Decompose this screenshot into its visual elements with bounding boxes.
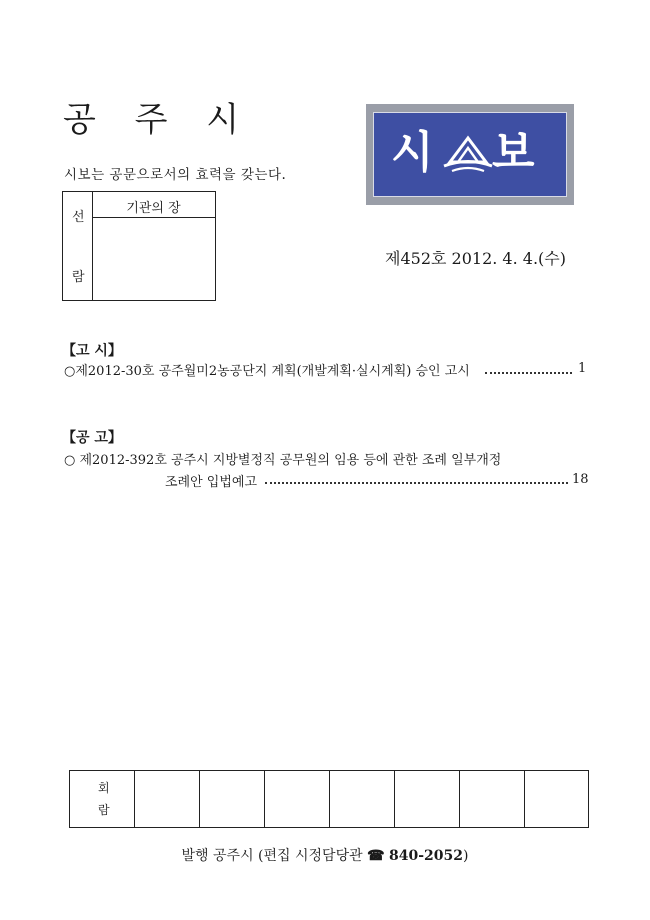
toc-entry-notice: ○제2012-30호 공주월미2농공단지 계획(개발계획·실시계획) 승인 고시	[64, 364, 470, 379]
review-label-top: 선	[72, 210, 85, 225]
toc-entry-announcement: ○ 제2012-392호 공주시 지방별정직 공무원의 임용 등에 관한 조례 일부개정	[64, 453, 502, 468]
sibo-logo-panel	[373, 112, 567, 197]
gazette-subtitle: 시보는 공문으로서의 효력을 갖는다.	[64, 167, 287, 183]
toc-leader-dots	[485, 372, 572, 374]
review-label-bottom: 람	[72, 270, 85, 285]
circulation-cell-divider	[134, 771, 135, 827]
city-title: 공 주 시	[63, 100, 254, 140]
circulation-label-top: 회	[98, 781, 110, 795]
circulation-label-bottom: 람	[98, 803, 110, 817]
mountain-water-emblem-icon	[442, 135, 494, 175]
footer-publisher: 발행 공주시 (편집 시정담당관	[181, 848, 368, 864]
logo-char-bo: 보	[492, 127, 535, 178]
publisher-footer	[0, 845, 650, 865]
footer-close-paren: )	[463, 848, 469, 864]
toc-entry-announcement-continued: 조례안 입법예고	[165, 475, 258, 490]
circulation-cell-divider	[264, 771, 265, 827]
toc-leader-dots	[265, 482, 568, 484]
logo-char-si: 시	[391, 127, 434, 178]
circulation-cell-divider	[394, 771, 395, 827]
toc-page-number: 18	[572, 472, 589, 487]
issue-number-date: 제452호 2012. 4. 4.(수)	[385, 249, 566, 268]
circulation-cell-divider	[199, 771, 200, 827]
review-column-header: 기관의 장	[126, 201, 181, 216]
circulation-cell-divider	[459, 771, 460, 827]
footer-phone-number: 840-2052	[389, 848, 463, 864]
toc-page-number: 1	[578, 361, 587, 376]
section-heading-announcement: 【공 고】	[62, 430, 122, 446]
circulation-box	[69, 770, 589, 828]
sibo-logo	[366, 104, 574, 205]
circulation-cell-divider	[524, 771, 525, 827]
review-box-divider-horizontal	[92, 217, 215, 218]
circulation-cell-divider	[329, 771, 330, 827]
section-heading-notice: 【고 시】	[62, 343, 122, 359]
review-box	[62, 191, 216, 301]
telephone-icon: ☎	[367, 848, 385, 864]
